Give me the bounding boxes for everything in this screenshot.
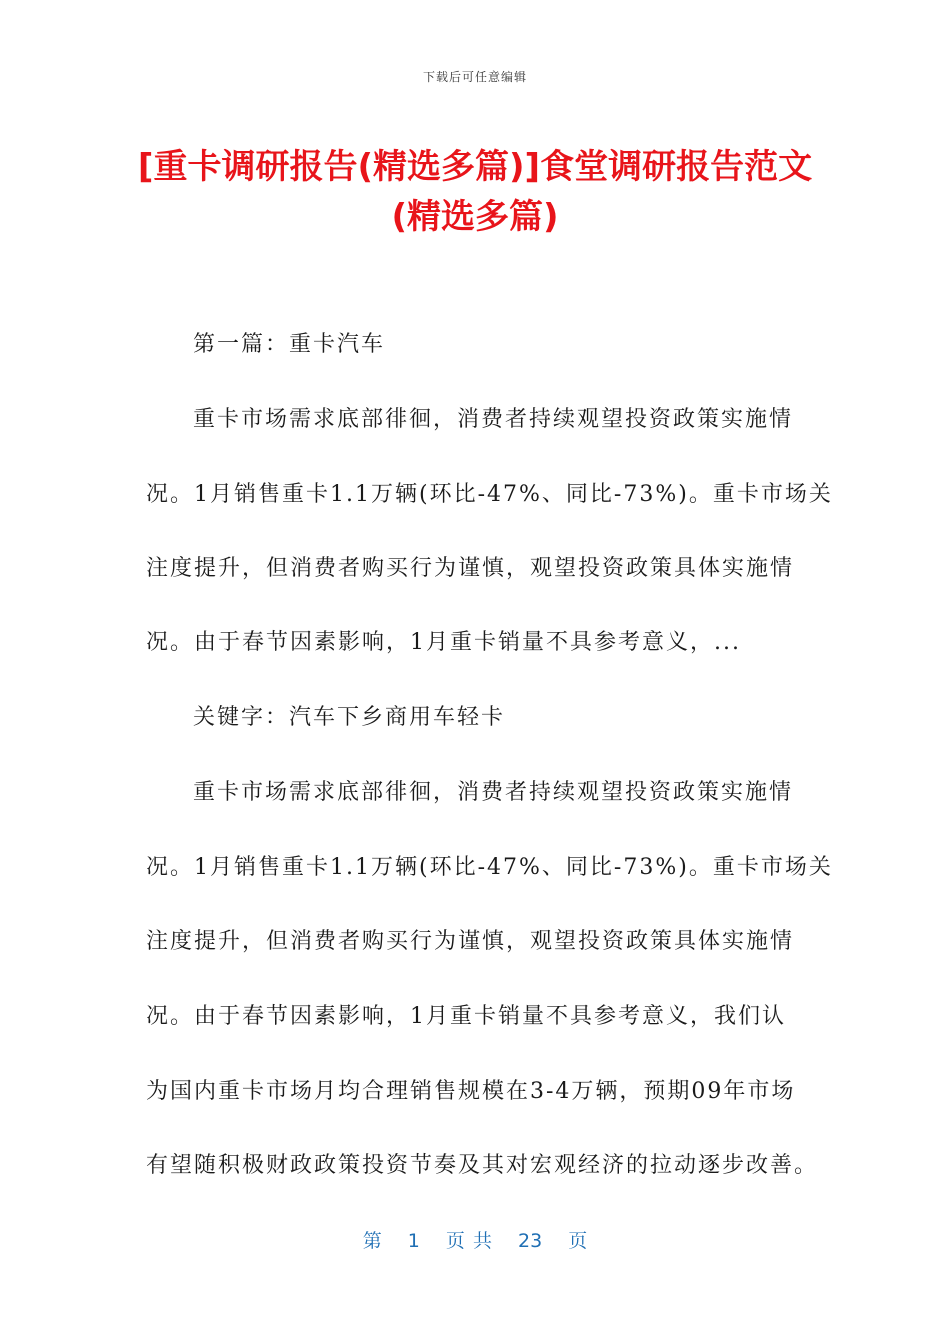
body-line: 有望随积极财政政策投资节奏及其对宏观经济的拉动逐步改善。 (146, 1153, 819, 1178)
body-line: 况。1月销售重卡1.1万辆(环比-47%、同比-73%)。重卡市场关 (146, 855, 833, 880)
body-line: 为国内重卡市场月均合理销售规模在3-4万辆，预期09年市场 (146, 1079, 796, 1104)
footer-middle: 页 共 (445, 1230, 492, 1252)
document-title (120, 142, 830, 242)
body-line: 况。1月销售重卡1.1万辆(环比-47%、同比-73%)。重卡市场关 (146, 482, 833, 507)
footer-page-number: 1 (407, 1230, 420, 1252)
body-line: 况。由于春节因素影响，1月重卡销量不具参考意义，... (146, 630, 741, 655)
body-line: 注度提升，但消费者购买行为谨慎，观望投资政策具体实施情 (146, 556, 795, 581)
footer-suffix: 页 (568, 1230, 588, 1252)
header-note: 下载后可任意编辑 (422, 70, 527, 84)
section-heading: 第一篇：重卡汽车 (193, 332, 386, 357)
footer-total-pages: 23 (518, 1230, 543, 1252)
keywords-line: 关键字：汽车下乡商用车轻卡 (193, 705, 506, 730)
body-line: 重卡市场需求底部徘徊，消费者持续观望投资政策实施情 (193, 407, 794, 432)
footer-prefix: 第 (362, 1230, 382, 1252)
body-line: 注度提升，但消费者购买行为谨慎，观望投资政策具体实施情 (146, 929, 795, 954)
page-footer (0, 1226, 950, 1253)
title-line-2: (精选多篇) (391, 197, 559, 237)
title-line-1: [重卡调研报告(精选多篇)]食堂调研报告范文 (137, 147, 813, 187)
body-line: 况。由于春节因素影响，1月重卡销量不具参考意义，我们认 (146, 1004, 786, 1029)
body-line: 重卡市场需求底部徘徊，消费者持续观望投资政策实施情 (193, 780, 794, 805)
